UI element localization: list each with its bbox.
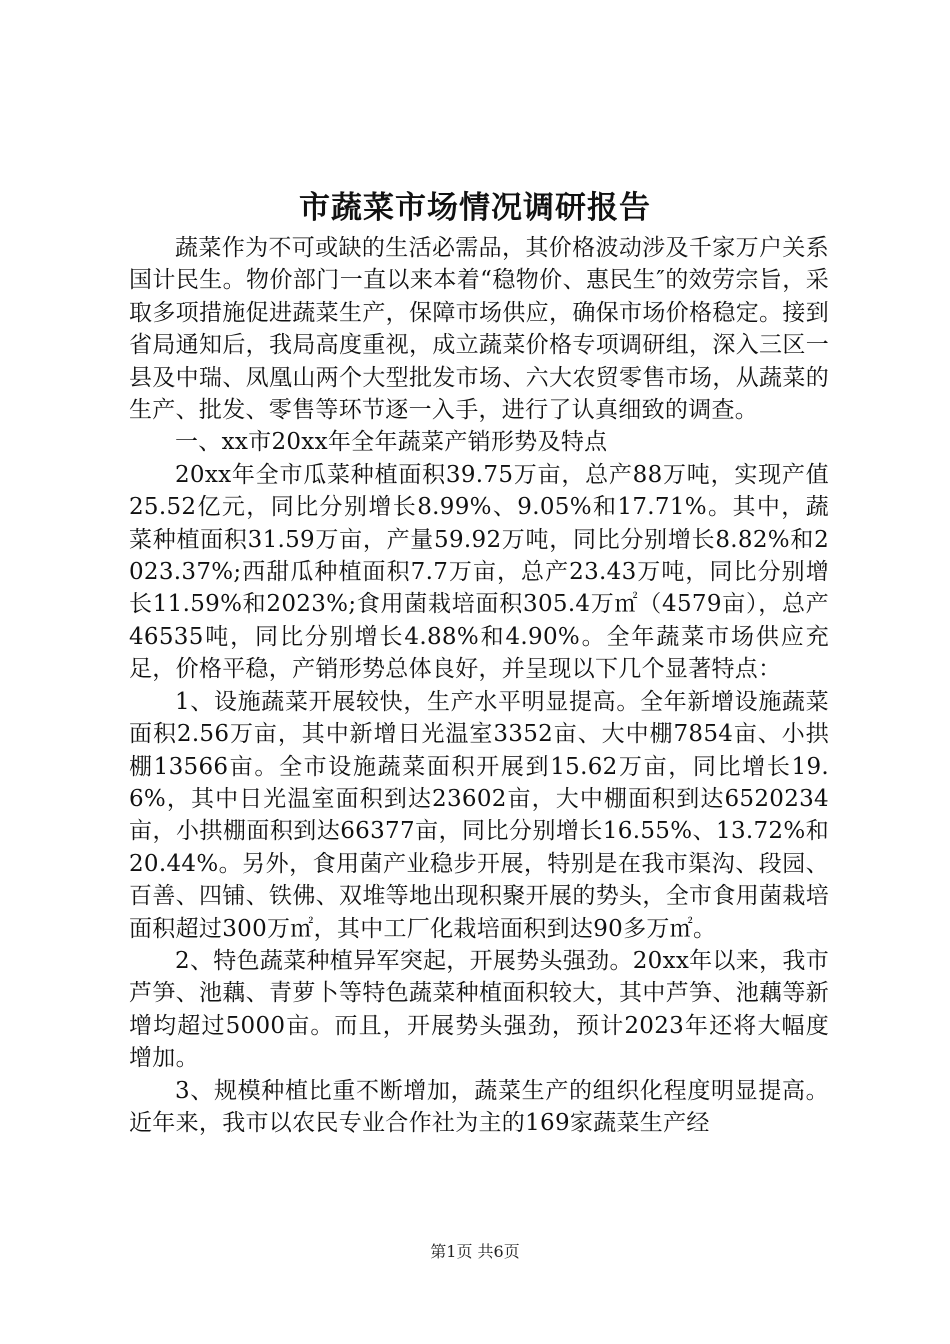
page-footer: 第1页 共6页 xyxy=(430,1242,520,1261)
paragraph-overview: 20xx年全市瓜菜种植面积39.75万亩，总产88万吨，实现产值25.52亿元，同比分别增长8.99%、9.05%和17.71%。其中，蔬菜种植面积31.59万亩，产量59.92万吨，同比分别增长8.82%和2023.37%;西甜瓜种植面积7.7万亩，总产23.43万吨，同比分别增长11.59%和2023%;食用菌栽培面积305.4万㎡（4579亩），总产46535吨，同比分别增长4.88%和4.90%。全年蔬菜市场供应充足，价格平稳，产销形势总体良好，并呈现以下几个显著特点： xyxy=(129,461,829,683)
document-title: 市蔬菜市场情况调研报告 xyxy=(299,190,651,226)
section-heading-1: 一、xx市20xx年全年蔬菜产销形势及特点 xyxy=(175,429,608,456)
paragraph-point-1: 1、设施蔬菜开展较快，生产水平明显提高。全年新增设施蔬菜面积2.56万亩，其中新增日光温室3352亩、大中棚7854亩、小拱棚13566亩。全市设施蔬菜面积开展到15.62万亩，同比增长19.6%，其中日光温室面积到达23602亩，大中棚面积到达6520234亩，小拱棚面积到达66377亩，同比分别增长16.55%、13.72%和20.44%。另外，食用菌产业稳步开展，特别是在我市渠沟、段园、百善、四铺、铁佛、双堆等地出现积聚开展的势头，全市食用菌栽培面积超过300万㎡，其中工厂化栽培面积到达90多万㎡。 xyxy=(129,688,829,942)
document-body xyxy=(129,232,829,1139)
paragraph-point-3: 3、规模种植比重不断增加，蔬菜生产的组织化程度明显提高。近年来，我市以农民专业合作社为主的169家蔬菜生产经 xyxy=(129,1077,829,1136)
paragraph-point-2: 2、特色蔬菜种植异军突起，开展势头强劲。20xx年以来，我市芦笋、池藕、青萝卜等特色蔬菜种植面积较大，其中芦笋、池藕等新增均超过5000亩。而且，开展势头强劲，预计2023年还将大幅度增加。 xyxy=(129,947,829,1072)
paragraph-intro: 蔬菜作为不可或缺的生活必需品，其价格波动涉及千家万户关系国计民生。物价部门一直以来本着“稳物价、惠民生″的效劳宗旨，采取多项措施促进蔬菜生产，保障市场供应，确保市场价格稳定。接到省局通知后，我局高度重视，成立蔬菜价格专项调研组，深入三区一县及中瑞、凤凰山两个大型批发市场、六大农贸零售市场，从蔬菜的生产、批发、零售等环节逐一入手，进行了认真细致的调查。 xyxy=(129,235,829,424)
